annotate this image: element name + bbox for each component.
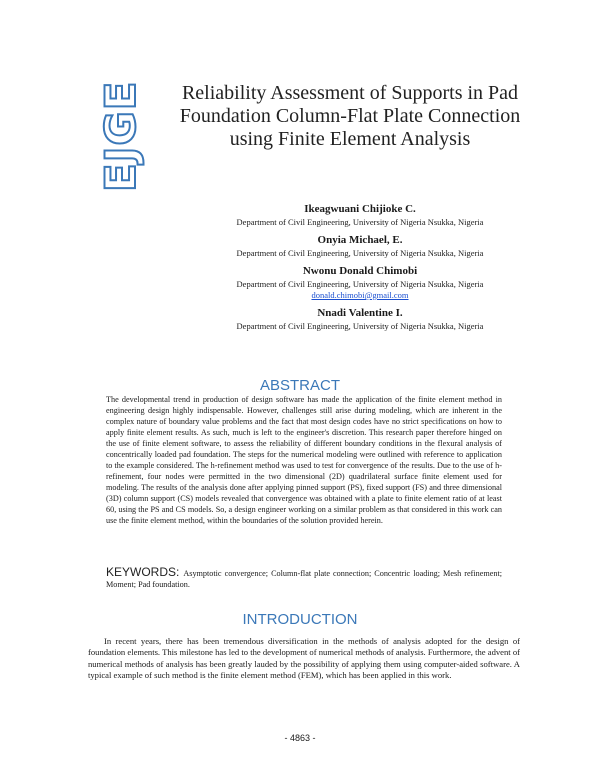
keywords-label: KEYWORDS:	[106, 565, 180, 579]
introduction-heading: INTRODUCTION	[242, 611, 358, 628]
author-affiliation: Department of Civil Engineering, University of Nigeria Nsukka, Nigeria	[236, 321, 484, 331]
author-email-link[interactable]: donald.chimobi@gmail.com	[311, 290, 409, 300]
author-affiliation: Department of Civil Engineering, University of Nigeria Nsukka, Nigeria	[236, 248, 484, 258]
author-name: Nwonu Donald Chimobi	[302, 265, 418, 277]
author-block	[190, 203, 530, 227]
author-block	[190, 234, 530, 258]
author-block	[190, 265, 530, 300]
author-name: Ikeagwuani Chijioke C.	[304, 203, 416, 215]
keywords-text: Asymptotic convergence; Column-flat plate connection; Concentric loading; Mesh refinement; Moment; Pad foundation.	[106, 569, 502, 589]
author-list	[190, 196, 530, 331]
author-name: Nnadi Valentine I.	[317, 307, 403, 319]
keywords	[106, 567, 502, 590]
abstract-heading: ABSTRACT	[259, 377, 340, 394]
page-number: - 4863 -	[284, 733, 316, 743]
author-affiliation: Department of Civil Engineering, University of Nigeria Nsukka, Nigeria	[236, 279, 484, 289]
author-block	[190, 307, 530, 331]
abstract-text: The developmental trend in production of design software has made the application of the finite element method in engineering design highly indispensable. However, challenges still arise during modeling, which are inherent in the complex nature of boundary value problems and the fact that most design codes have no strict specifications on how to apply finite element results. As such, much is left to the engineer's discretion. This research paper therefore hinged on the use of finite element software, to assess the reliability of different boundary conditions in the flexural analysis of concentrically loaded pad foundation. The steps for the numerical modeling were outlined with reference to application to the example considered. The h-refinement method was used to test for convergence of the results. Due to the use of h-refinement, four nodes were permitted in the two dimensional (2D) quadrilateral surface finite element used for modeling. The results of the analysis done after applying pinned support (PS), fixed support (FS) and three dimensional (3D) column support (CS) models revealed that convergence was obtained with a plate to finite element ratio of at least 60, using the PS and CS models. So, a design engineer working on a similar problem as that considered in this work can use the finite element method, within the boundaries of the solution provided herein.	[106, 395, 502, 525]
introduction-text: In recent years, there has been tremendous diversification in the methods of analysis adopted for the design of foundation elements. This milestone has led to the development of numerical methods of analysis. Furthermore, the advent of numerical methods of analysis has been greatly lauded by the possibility of applying them using computer-aided software. A typical example of such method is the finite element method (FEM), which has been applied in this work.	[88, 636, 520, 680]
author-affiliation: Department of Civil Engineering, University of Nigeria Nsukka, Nigeria	[236, 217, 484, 227]
author-name: Onyia Michael, E.	[317, 234, 403, 246]
paper-title: Reliability Assessment of Supports in Pad Foundation Column-Flat Plate Connection using Finite Element Analysis	[179, 82, 521, 150]
journal-logo: EJGE	[96, 80, 145, 192]
